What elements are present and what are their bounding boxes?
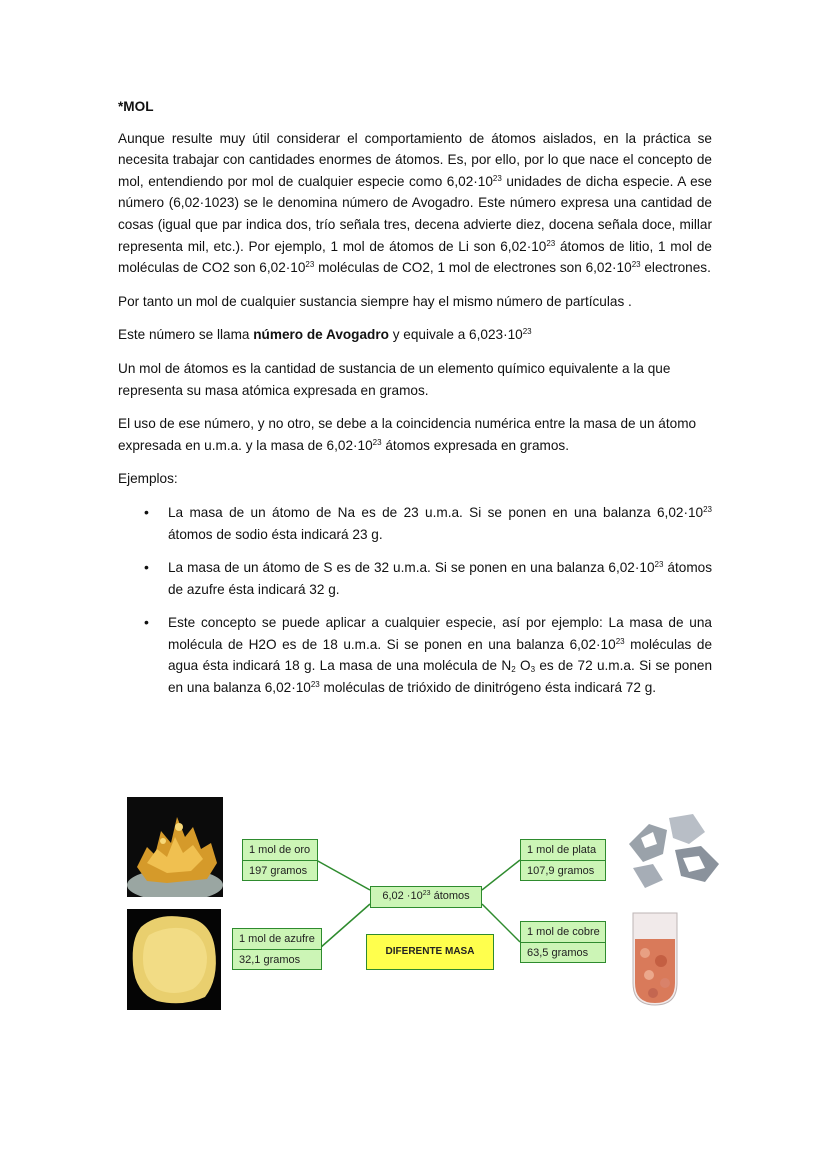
- exponent: 23: [422, 890, 431, 897]
- section-heading: *MOL: [118, 99, 154, 114]
- exponent: 23: [310, 680, 320, 690]
- text-run: átomos expresada en gramos.: [381, 437, 569, 453]
- text-run: O: [515, 658, 531, 674]
- text-run: El uso de ese número, y no otro, se debe a la coincidencia numérica entre la masa de un átomo expresada en u.m.a. y la masa de 6,02·10: [118, 416, 697, 453]
- exponent: 23: [654, 560, 664, 570]
- text-run: moléculas de CO2, 1 mol de electrones son 6,02·10: [314, 260, 632, 276]
- gold-mol-box: [242, 839, 318, 881]
- connector-gold: [316, 860, 370, 890]
- avogadro-atoms-box: [370, 886, 482, 908]
- text-run: átomos de azufre ésta indicará 32 g.: [168, 560, 713, 597]
- text-run: Aunque resulte muy útil considerar el comportamiento de átomos aislados, en la práctica se necesita trabajar con cantidades enormes de átomos. Es, por ello, por lo que nace el concepto de mol, entendiendo por mol de cualquier especie como 6,02·10: [118, 130, 712, 189]
- silver-mass-label: 107,9 gramos: [521, 860, 605, 881]
- text-run: La masa de un átomo de Na es de 23 u.m.a. Si se ponen en una balanza 6,02·10: [168, 504, 704, 520]
- subscript: 2: [511, 665, 516, 675]
- sulfur-mol-label: 1 mol de azufre: [239, 933, 315, 945]
- sulfur-mass-label: 32,1 gramos: [233, 949, 321, 970]
- exponent: 23: [492, 173, 502, 183]
- text-run: unidades de dicha especie. A ese número (6,02·1023) se le denomina número de Avogadro. Este número expresa una cantidad de cosas (igual que par indica dos, trío señala tres, decena advierte diez, docena señala doce, millar representa mil, etc.). Por ejemplo, 1 mol de átomos de Li son 6,02·10: [118, 173, 712, 254]
- text-run: y equivale a 6,023·10: [388, 327, 523, 343]
- text-run: moléculas de trióxido de dinitrógeno ésta indicará 72 g.: [319, 680, 657, 696]
- text-run: Este número se llama: [118, 327, 254, 343]
- copper-tube-photo: [627, 909, 683, 1009]
- exponent: 23: [372, 437, 382, 447]
- silver-mol-label: 1 mol de plata: [527, 844, 597, 856]
- copper-mass-label: 63,5 gramos: [521, 942, 605, 963]
- exponent: 23: [522, 327, 532, 337]
- subscript: 3: [530, 665, 536, 675]
- exponent: 23: [615, 636, 625, 646]
- connector-sulfur: [320, 904, 370, 948]
- exponent: 23: [305, 260, 315, 270]
- exponent: 23: [631, 260, 641, 270]
- text-run: electrones.: [640, 260, 711, 276]
- copper-mol-box: [520, 921, 606, 963]
- examples-label: Ejemplos:: [118, 471, 178, 487]
- silver-photo: [619, 810, 727, 892]
- sulfur-mol-box: [232, 928, 322, 970]
- text-run: 6,02 ·10: [382, 890, 423, 902]
- particles-paragraph: Por tanto un mol de cualquier sustancia siempre hay el mismo número de partículas .: [118, 293, 632, 309]
- text-run: La masa de un átomo de S es de 32 u.m.a. Si se ponen en una balanza 6,02·10: [168, 560, 655, 576]
- gold-mass-label: 197 gramos: [243, 860, 317, 881]
- text-run: Este concepto se puede aplicar a cualquier especie, así por ejemplo: La masa de una molécula de H2O es de 18 u.m.a. Si se ponen en una balanza 6,02·10: [168, 615, 712, 652]
- text-run: es de 72 u.m.a. Si se ponen en una balanza 6,02·10: [168, 658, 713, 696]
- text-run: átomos de litio, 1 mol de moléculas de CO2 son 6,02·10: [118, 238, 712, 276]
- avogadro-term: número de Avogadro: [253, 327, 389, 343]
- gold-nugget-photo: [127, 797, 223, 897]
- copper-mol-label: 1 mol de cobre: [527, 926, 600, 938]
- gold-mol-label: 1 mol de oro: [249, 844, 311, 856]
- different-mass-box: DIFERENTE MASA: [366, 934, 494, 970]
- text-run: átomos de sodio ésta indicará 23 g.: [168, 526, 383, 542]
- connector-silver: [482, 860, 520, 890]
- exponent: 23: [703, 504, 712, 514]
- exponent: 23: [546, 238, 556, 248]
- sulfur-photo: [127, 909, 221, 1010]
- text-run: moléculas de agua ésta indicará 18 g. La masa de una molécula de N: [168, 636, 712, 674]
- text-run: átomos: [430, 890, 470, 902]
- silver-mol-box: [520, 839, 606, 881]
- atom-mol-paragraph: Un mol de átomos es la cantidad de sustancia de un elemento químico equivalente a la que representa su masa atómica expresada en gramos.: [118, 360, 671, 398]
